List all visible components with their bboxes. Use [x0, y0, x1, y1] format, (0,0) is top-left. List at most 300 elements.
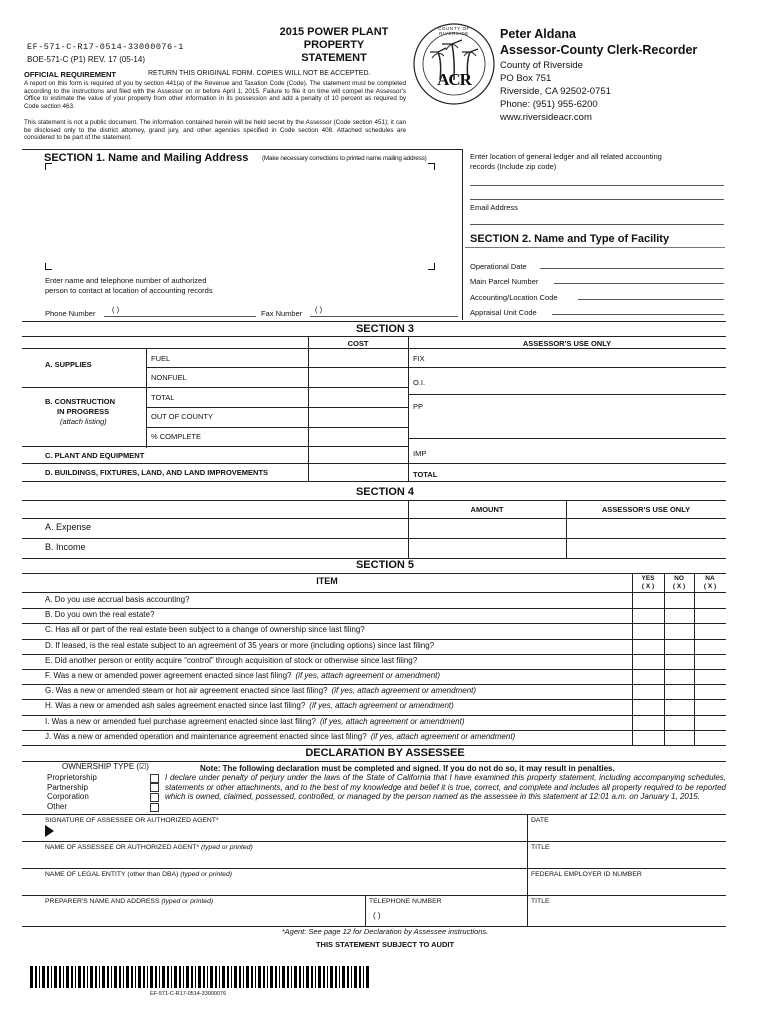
operational-date-label: Operational Date: [470, 262, 527, 271]
question-text: C. Has all or part of the real estate been subject to a change of ownership since last filing?: [45, 625, 365, 635]
na-label: NA: [705, 575, 715, 582]
barcode-bar: [66, 966, 69, 988]
section5-title: SECTION 5: [355, 559, 415, 571]
audit-note: THIS STATEMENT SUBJECT TO AUDIT: [315, 940, 455, 949]
question-rule: [22, 654, 726, 655]
barcode-bar: [123, 966, 124, 988]
ownership-proprietorship: Proprietorship: [47, 773, 97, 782]
section3-assessor-header: ASSESSOR'S USE ONLY: [522, 339, 612, 348]
title-line-3: STATEMENT: [301, 52, 367, 64]
date-label: DATE: [531, 817, 549, 824]
construction-line-1: B. CONSTRUCTION: [45, 397, 115, 406]
barcode-bar: [251, 966, 253, 988]
barcode-graphic: [30, 966, 370, 988]
barcode-bar: [258, 966, 261, 988]
barcode-bar: [243, 966, 244, 988]
title2-label: TITLE: [531, 898, 550, 905]
barcode-bar: [210, 966, 213, 988]
section5-header-rule: [22, 592, 726, 593]
section3-vline-3: [408, 336, 409, 481]
barcode-bar: [323, 966, 325, 988]
phone-label: Phone Number: [45, 309, 96, 318]
answer-na-cell[interactable]: [695, 640, 726, 653]
agent-name-note: (typed or printed): [201, 844, 253, 851]
name-top-rule: [22, 841, 726, 842]
email-input[interactable]: [470, 215, 724, 225]
signature-label: SIGNATURE OF ASSESSEE OR AUTHORIZED AGENT*: [45, 817, 219, 824]
income-label: B. Income: [45, 542, 86, 552]
window-corner-br: [428, 263, 435, 270]
barcode-bar: [78, 966, 81, 988]
barcode-bar: [87, 966, 88, 988]
title2-input[interactable]: [531, 907, 725, 925]
barcode-bar: [327, 966, 328, 988]
preparer-top-rule: [22, 895, 726, 896]
barcode-bar: [330, 966, 333, 988]
section1-note: (Make necessary corrections to printed name mailing address): [262, 155, 427, 162]
barcode-bar: [171, 966, 172, 988]
question-row: [45, 732, 515, 741]
barcode-bar: [179, 966, 181, 988]
partnership-checkbox[interactable]: [150, 783, 159, 792]
window-corner-tr: [428, 163, 435, 170]
barcode-bar: [315, 966, 316, 988]
barcode-bar: [347, 966, 349, 988]
question-note: (if yes, attach agreement or amendment): [331, 686, 477, 696]
barcode-bar: [282, 966, 285, 988]
website[interactable]: www.riversideacr.com: [500, 112, 592, 123]
barcode-bar: [83, 966, 85, 988]
barcode-bar: [303, 966, 304, 988]
ownership-partnership: Partnership: [47, 782, 88, 792]
entity-top-rule: [22, 868, 726, 869]
barcode-bar: [102, 966, 105, 988]
barcode-bar: [131, 966, 133, 988]
question-row: [45, 641, 434, 650]
question-row: [45, 701, 454, 710]
ownership-other: Other: [47, 801, 68, 811]
buildings-cost-input[interactable]: [309, 464, 407, 480]
barcode-bar: [219, 966, 220, 988]
barcode-bar: [90, 966, 93, 988]
answer-no-cell[interactable]: [665, 624, 694, 637]
question-rule: [22, 745, 726, 746]
barcode-bar: [234, 966, 237, 988]
telephone-label: TELEPHONE NUMBER: [369, 898, 442, 905]
barcode-bar: [363, 966, 364, 988]
barcode-bar: [191, 966, 193, 988]
assessor-rule-1: [408, 367, 726, 368]
ownership-type-list: [47, 773, 97, 811]
question-text: E. Did another person or entity acquire “control” through acquisition of stock or otherwise since last filing?: [45, 655, 418, 665]
legal-entity-label: [45, 871, 232, 878]
barcode-bar: [299, 966, 301, 988]
barcode-bar: [270, 966, 273, 988]
expense-amount-input[interactable]: [409, 519, 565, 537]
question-row: [45, 671, 440, 680]
question-text: F. Was a new or amended power agreement enacted since last filing?: [45, 671, 292, 680]
answer-no-cell[interactable]: [665, 609, 694, 622]
barcode-bar: [215, 966, 217, 988]
no-label: NO: [674, 575, 684, 582]
barcode-bar: [354, 966, 357, 988]
assessor-rule-2: [408, 394, 726, 395]
section2-title: SECTION 2. Name and Type of Facility: [470, 233, 670, 245]
question-rule: [22, 715, 726, 716]
fax-input[interactable]: [310, 307, 458, 317]
telephone-input[interactable]: ( ): [373, 911, 381, 920]
question-row: [45, 686, 476, 695]
income-amount-input[interactable]: [409, 539, 565, 557]
barcode-bar: [35, 966, 37, 988]
seal-letters: ACR: [437, 70, 471, 89]
barcode-bar: [231, 966, 232, 988]
assessor-oi: O.I.: [413, 378, 426, 387]
barcode-bar: [342, 966, 345, 988]
answer-na-cell[interactable]: [695, 716, 726, 729]
main-parcel-label: Main Parcel Number: [470, 277, 539, 286]
barcode-bar: [279, 966, 280, 988]
section3-cost-header: COST: [347, 339, 369, 348]
ownership-type-label: OWNERSHIP TYPE (☑): [62, 762, 149, 771]
answer-yes-cell[interactable]: [633, 655, 664, 668]
email-label: Email Address: [470, 203, 518, 212]
barcode-bar: [107, 966, 109, 988]
yes-x-label: ( X ): [641, 583, 655, 590]
construction-label: [45, 397, 115, 427]
question-rule: [22, 684, 726, 685]
out-of-county-label: OUT OF COUNTY: [151, 412, 213, 421]
barcode-bar: [75, 966, 76, 988]
barcode-bar: [71, 966, 73, 988]
barcode-bar: [51, 966, 52, 988]
section1-top-rule: [22, 149, 462, 150]
corporation-checkbox[interactable]: [150, 793, 159, 802]
answer-no-cell[interactable]: [665, 594, 694, 607]
sign-here-arrow-icon: [45, 825, 54, 837]
question-note: (if yes, attach agreement or amendment): [295, 671, 441, 680]
answer-no-cell[interactable]: [665, 700, 694, 713]
question-note: (if yes, attach agreement or amendment): [309, 701, 454, 711]
section4-row-rule: [22, 538, 726, 539]
answer-yes-cell[interactable]: [633, 624, 664, 637]
assessor-name: Peter Aldana: [500, 27, 576, 41]
expense-label: A. Expense: [45, 522, 92, 532]
barcode-bar: [351, 966, 352, 988]
county-seal: [412, 22, 496, 106]
agent-name-label-text: NAME OF ASSESSEE OR AUTHORIZED AGENT*: [45, 844, 200, 851]
preparer-note: (typed or printed): [161, 898, 214, 905]
answer-no-cell[interactable]: [665, 670, 694, 683]
answer-yes-cell[interactable]: [633, 640, 664, 653]
section3-bottom-rule: [22, 481, 726, 482]
plant-equipment-label: C. PLANT AND EQUIPMENT: [45, 451, 145, 460]
answer-yes-cell[interactable]: [633, 670, 664, 683]
barcode-bar: [63, 966, 64, 988]
barcode-bar: [275, 966, 277, 988]
mailing-address-input[interactable]: [52, 170, 422, 262]
barcode-bar: [366, 966, 369, 988]
declaration-note: Note: The following declaration must be completed and signed. If you do not do so, it may result in penalties.: [200, 764, 615, 773]
section4-header-rule: [22, 518, 726, 519]
nonfuel-cost-input[interactable]: [309, 368, 407, 386]
barcode-bar: [339, 966, 340, 988]
question-text: D. If leased, is the real estate subject to an agreement of 35 years or more (including options) since last filing?: [45, 640, 435, 650]
question-row: [45, 717, 464, 726]
section5-item-header: ITEM: [316, 576, 338, 586]
preparer-vline: [365, 895, 366, 926]
barcode-bar: [167, 966, 169, 988]
section1-divider: [462, 149, 463, 320]
section4-amount-header: AMOUNT: [470, 505, 504, 514]
agent-name-label: [45, 844, 253, 851]
title-line-1: 2015 POWER PLANT: [279, 26, 389, 38]
barcode-bar: [111, 966, 112, 988]
phone: Phone: (951) 955-6200: [500, 99, 598, 110]
barcode-bar: [311, 966, 313, 988]
ledger-location-input-2[interactable]: [470, 190, 724, 200]
assessor-title: Assessor-County Clerk-Recorder: [500, 43, 698, 57]
legal-entity-label-text: NAME OF LEGAL ENTITY (other than DBA): [45, 871, 179, 878]
question-text: I. Was a new or amended fuel purchase agreement enacted since last filing?: [45, 716, 316, 726]
barcode-bar: [318, 966, 321, 988]
phone-input[interactable]: [104, 307, 256, 317]
barcode-bar: [255, 966, 256, 988]
answer-yes-cell[interactable]: [633, 700, 664, 713]
answer-na-cell[interactable]: [695, 594, 726, 607]
barcode-bar: [147, 966, 148, 988]
yes-label: YES: [641, 575, 655, 582]
fax-paren: ( ): [315, 305, 323, 314]
barcode-bar: [263, 966, 265, 988]
barcode-bar: [359, 966, 361, 988]
fein-label: FEDERAL EMPLOYER ID NUMBER: [531, 871, 642, 878]
fuel-label: FUEL: [151, 354, 171, 363]
question-row: [45, 625, 365, 634]
cip-total-input[interactable]: [309, 388, 407, 406]
barcode-bar: [227, 966, 229, 988]
barcode-bar: [159, 966, 160, 988]
ledger-location-label: [470, 152, 662, 171]
other-checkbox[interactable]: [150, 803, 159, 812]
answer-na-cell[interactable]: [695, 670, 726, 683]
barcode-bar: [287, 966, 289, 988]
title-line-2: PROPERTY: [303, 39, 365, 51]
barcode-bar: [198, 966, 201, 988]
barcode-bar: [99, 966, 100, 988]
barcode-bar: [47, 966, 49, 988]
barcode-bar: [174, 966, 177, 988]
answer-na-cell[interactable]: [695, 655, 726, 668]
section4-title: SECTION 4: [355, 486, 415, 498]
section1-title: SECTION 1. Name and Mailing Address: [44, 152, 249, 164]
return-note: RETURN THIS ORIGINAL FORM. COPIES WILL NOT BE ACCEPTED.: [148, 70, 371, 77]
section4-assessor-header: ASSESSOR'S USE ONLY: [601, 505, 691, 514]
contact-label-line-2: person to contact at location of accounting records: [45, 286, 213, 295]
section3-top-rule: [22, 321, 726, 322]
answer-yes-cell[interactable]: [633, 716, 664, 729]
fein-input[interactable]: [531, 880, 725, 894]
barcode-bar: [30, 966, 33, 988]
section3-vline-1: [146, 348, 147, 448]
barcode-bar: [207, 966, 208, 988]
barcode-bar: [59, 966, 61, 988]
legal-entity-note: (typed or printed): [180, 871, 232, 878]
signature-input[interactable]: [58, 824, 524, 840]
total-label: TOTAL: [151, 393, 175, 402]
barcode-bar: [222, 966, 225, 988]
answer-yes-cell[interactable]: [633, 731, 664, 744]
date-input[interactable]: [531, 826, 725, 840]
question-rule: [22, 730, 726, 731]
preparer-input[interactable]: [45, 907, 363, 925]
assessor-rule-3: [408, 438, 726, 439]
answer-na-cell[interactable]: [695, 731, 726, 744]
appraisal-unit-input[interactable]: [552, 305, 724, 315]
question-rule: [22, 699, 726, 700]
barcode-bar: [114, 966, 117, 988]
assessor-total: TOTAL: [413, 470, 438, 479]
barcode-bar: [246, 966, 249, 988]
barcode: [30, 966, 370, 988]
answer-yes-cell[interactable]: [633, 609, 664, 622]
question-rule: [22, 608, 726, 609]
construction-line-2: IN PROGRESS: [57, 407, 110, 416]
buildings-label: D. BUILDINGS, FIXTURES, LAND, AND LAND IMPROVEMENTS: [45, 468, 269, 477]
question-text: A. Do you use accrual basis accounting?: [45, 595, 190, 604]
contact-label: [45, 276, 213, 296]
answer-no-cell[interactable]: [665, 655, 694, 668]
answer-na-cell[interactable]: [695, 700, 726, 713]
barcode-bar: [267, 966, 268, 988]
barcode-bar: [162, 966, 165, 988]
question-rule: [22, 623, 726, 624]
appraisal-unit-label: Appraisal Unit Code: [470, 308, 537, 317]
operational-date-input[interactable]: [540, 259, 724, 269]
question-text: G. Was a new or amended steam or hot air agreement enacted since last filing?: [45, 686, 328, 696]
barcode-bar: [42, 966, 45, 988]
answer-no-cell[interactable]: [665, 716, 694, 729]
answer-na-cell[interactable]: [695, 609, 726, 622]
construction-line-3: (attach listing): [60, 417, 107, 426]
barcode-bar: [126, 966, 129, 988]
barcode-bar: [54, 966, 57, 988]
barcode-bar: [203, 966, 205, 988]
accounting-code-input[interactable]: [578, 290, 724, 300]
barcode-bar: [186, 966, 189, 988]
section5-title-rule: [22, 573, 726, 574]
barcode-bar: [195, 966, 196, 988]
plant-cost-input[interactable]: [309, 447, 407, 462]
yes-header: [632, 575, 664, 591]
no-header: [664, 575, 694, 591]
question-text: H. Was a new or amended ash sales agreement enacted since last filing?: [45, 701, 306, 711]
po-box: PO Box 751: [500, 73, 552, 84]
preparer-label: [45, 898, 213, 905]
barcode-bar: [294, 966, 297, 988]
barcode-bar: [39, 966, 40, 988]
county-name: County of Riverside: [500, 60, 583, 71]
supplies-label: A. SUPPLIES: [45, 360, 92, 369]
assessor-block: [500, 26, 697, 124]
assessor-fix: FIX: [413, 354, 425, 363]
answer-no-cell[interactable]: [665, 731, 694, 744]
assessor-imp: IMP: [413, 449, 427, 458]
question-row: [45, 610, 154, 619]
barcode-bar: [95, 966, 97, 988]
na-x-label: ( X ): [703, 583, 717, 590]
question-row: [45, 656, 417, 665]
form-code: BOE-571-C (P1) REV. 17 (05-14): [27, 55, 145, 64]
question-rule: [22, 669, 726, 670]
barcode-bar: [119, 966, 121, 988]
section2-rule: [465, 247, 725, 248]
window-corner-bl: [45, 263, 52, 270]
barcode-text: EF-571-C-R17-0514-33000076: [150, 991, 227, 997]
phone-paren: ( ): [112, 305, 120, 314]
ledger-label-line-2: records (Include zip code): [470, 161, 557, 171]
barcode-bar: [155, 966, 157, 988]
answer-no-cell[interactable]: [665, 685, 694, 698]
section4-title-rule: [22, 500, 726, 501]
form-title: [266, 26, 402, 65]
question-note: (if yes, attach agreement or amendment): [319, 716, 465, 726]
main-parcel-input[interactable]: [554, 274, 724, 284]
seal-top-text: COUNTY OF RIVERSIDE: [438, 26, 470, 36]
question-text: B. Do you own the real estate?: [45, 610, 155, 620]
window-corner-tl: [45, 163, 52, 170]
barcode-bar: [306, 966, 309, 988]
barcode-bar: [135, 966, 136, 988]
ledger-label-line-1: Enter location of general ledger and all related accounting: [470, 152, 662, 161]
preparer-label-text: PREPARER'S NAME AND ADDRESS: [45, 898, 160, 905]
contact-label-line-1: Enter name and telephone number of authorized: [45, 276, 207, 285]
cip-ooc-input[interactable]: [309, 408, 407, 426]
agent-note: *Agent: See page 12 for Declaration by Assessee instructions.: [281, 927, 489, 936]
na-header: [694, 575, 726, 591]
form-id: EF-571-C-R17-0514-33000076-1: [27, 42, 184, 52]
question-note: (if yes, attach agreement or amendment): [370, 731, 516, 741]
proprietorship-checkbox[interactable]: [150, 774, 159, 783]
barcode-bar: [291, 966, 292, 988]
answer-no-cell[interactable]: [665, 640, 694, 653]
title-input[interactable]: [531, 853, 725, 867]
instructions-paragraph-2: This statement is not a public document. The information contained herein will be held secret by the Assessor (Code section 451); it can be disclosed only to the district attorney, grand jury, and other agencies specified in Code section 408. Attached schedules are considered to be part of the statement.: [24, 119, 406, 141]
barcode-bar: [150, 966, 153, 988]
signature-top-rule: [22, 814, 726, 815]
answer-na-cell[interactable]: [695, 624, 726, 637]
assessor-rule-4: [408, 463, 726, 464]
fuel-cost-input[interactable]: [309, 349, 407, 366]
answer-na-cell[interactable]: [695, 685, 726, 698]
legal-entity-input[interactable]: [45, 880, 523, 894]
answer-yes-cell[interactable]: [633, 594, 664, 607]
declaration-title: DECLARATION BY ASSESSEE: [305, 747, 465, 759]
agent-name-input[interactable]: [45, 853, 523, 867]
ledger-location-input-1[interactable]: [470, 176, 724, 186]
instructions-paragraph-1: A report on this form is required of you by section 441(a) of the Revenue and Taxation Code (Code). The statement must be completed according to the instructions and filed with the Assessor on or before April 1, 2015. Failure to file it on time will compel the Assessor's Office to estimate the value of your property from other information in its possession and add a penalty of 10 percent as required by Code section 463.: [24, 80, 406, 110]
section3-title: SECTION 3: [355, 323, 415, 335]
official-requirement-label: OFFICIAL REQUIREMENT: [24, 70, 116, 79]
answer-yes-cell[interactable]: [633, 685, 664, 698]
cip-pct-input[interactable]: [309, 428, 407, 445]
title-label: TITLE: [531, 844, 550, 851]
question-row: [45, 595, 190, 604]
barcode-bar: [239, 966, 241, 988]
city: Riverside, CA 92502-0751: [500, 86, 611, 97]
question-rule: [22, 639, 726, 640]
accounting-code-label: Accounting/Location Code: [470, 293, 558, 302]
